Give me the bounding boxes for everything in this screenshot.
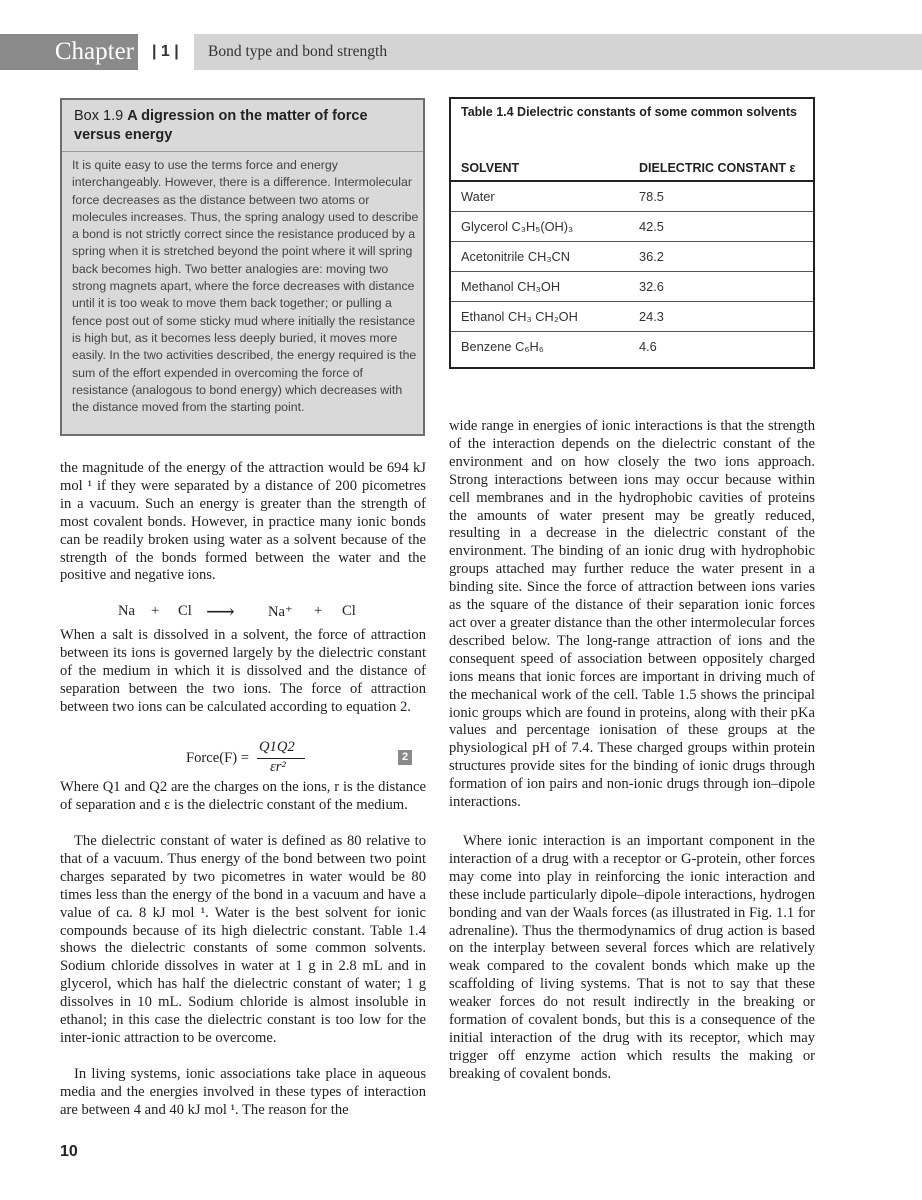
constant-cell: 78.5 xyxy=(639,189,664,204)
solvent-cell: Acetonitrile CH₃CN xyxy=(461,249,571,264)
equation-denominator: εr² xyxy=(270,759,286,775)
table-row xyxy=(451,242,813,272)
constant-cell: 36.2 xyxy=(639,249,664,264)
table-row xyxy=(451,212,813,242)
left-paragraph-3: Where Q1 and Q2 are the charges on the ions, r is the distance of separation and ε is the dielectric constant of the medium. xyxy=(60,779,426,813)
box-divider xyxy=(62,151,423,152)
table-row xyxy=(451,332,813,361)
reaction-plus: + xyxy=(314,603,323,619)
equation-numerator: Q1Q2 xyxy=(259,739,295,755)
column-header-dielectric-constant: DIELECTRIC CONSTANT ε xyxy=(639,161,796,175)
left-paragraph-2: When a salt is dissolved in a solvent, the force of attraction between its ions is governed largely by the dielectric constant of the medium in which it is dissolved and the distance of separation between the two ions. The force of attraction between two ions can be calculated according to equation 2. xyxy=(60,627,426,715)
box-label: Box 1.9 xyxy=(74,108,124,124)
reaction-sodium: Na xyxy=(118,603,136,619)
reaction-chloride: Cl xyxy=(342,603,356,619)
right-paragraph-2: Where ionic interaction is an important component in the interaction of a drug with a receptor or G-protein, other forces may come into play in reinforcing the ionic interaction and these include particularly dipole–dipole interactions, hydrogen bonding and van der Waals forces (as illustrated in Fig. 1.1 for adrenaline). Thus the thermodynamics of drug action is based on the interplay between several forces which are relatively weak compared to the covalent bonds which make up the scaffolding of living systems. That is not to say that these weaker forces do not result indirectly in the breaking or formation of covalent bonds, but this is a consequence of the initial interaction of the drug with its receptor, which may trigger off enzyme action which results the making or breaking of covalent bonds. xyxy=(449,833,815,1082)
table-title: Table 1.4 Dielectric constants of some common solvents xyxy=(461,105,797,119)
solvent-cell: Benzene C₆H₆ xyxy=(461,339,544,354)
box-1-9 xyxy=(60,98,425,436)
table-header-row xyxy=(451,156,813,182)
solvent-cell: Glycerol C₃H₅(OH)₃ xyxy=(461,219,574,234)
box-heading xyxy=(74,107,414,145)
solvent-cell: Methanol CH₃OH xyxy=(461,279,561,294)
table-row xyxy=(451,182,813,212)
box-body: It is quite easy to use the terms force and energy interchangeably. However, there is a difference. Intermolecular force decreases as the distance between two atoms or molecules increases. Thus, the spring analogy used to describe a bond is not strictly correct since the resistance produced by a spring when it is stretched beyond the point where it will spring back becomes high. Two better analogies are: moving two strong magnets apart, where the force decreases with distance until it is too weak to move them back together; or pulling a fence post out of some sticky mud where initially the resistance is high but, as it becomes less deeply buried, it moves more easily. In the two activities described, the energy required is the sum of the effort expended in overcoming the force of resistance (analogous to bond energy) which decreases with the distance moved from the starting point. xyxy=(72,158,419,415)
page-number: 10 xyxy=(60,1143,78,1160)
table-row xyxy=(451,302,813,332)
constant-cell: 32.6 xyxy=(639,279,664,294)
force-equation xyxy=(186,739,426,779)
constant-cell: 24.3 xyxy=(639,309,664,324)
reaction-chlorine: Cl xyxy=(178,603,192,619)
solvent-cell: Ethanol CH₃ CH₂OH xyxy=(461,309,578,324)
running-title: Bond type and bond strength xyxy=(208,43,388,60)
table-row xyxy=(451,272,813,302)
left-paragraph-4: The dielectric constant of water is defined as 80 relative to that of a vacuum. Thus energy of the bond between two point charges separated by two picometres in water would be 80 times less than the energy of the bond in a vacuum and have a value of ca. 8 kJ mol ¹. Water is the best solvent for ionic compounds because of its high dielectric constant. Table 1.4 shows the dielectric constants of some common solvents. Sodium chloride dissolves in water at 1 g in 2.8 mL and in glycerol, which has half the dielectric constant of water; 1 g dissolves in 10 mL. Sodium chloride is almost insoluble in ethanol; in this case the dielectric constant is too low for the inter-ionic attraction to be overcome. xyxy=(60,833,426,1046)
constant-cell: 42.5 xyxy=(639,219,664,234)
chapter-number: | 1 | xyxy=(152,43,179,60)
equation-number-badge: 2 xyxy=(398,750,412,765)
column-header-solvent: SOLVENT xyxy=(461,161,520,175)
reaction-arrow: ⟶ xyxy=(206,601,235,623)
constant-cell: 4.6 xyxy=(639,339,657,354)
reaction-sodium-ion: Na⁺ xyxy=(268,604,293,620)
chapter-label: Chapter xyxy=(0,34,138,70)
table-1-4 xyxy=(449,97,815,369)
left-paragraph-5: In living systems, ionic associations take place in aqueous media and the energies involved in these types of interaction are between 4 and 40 kJ mol ¹. The reason for the xyxy=(60,1066,426,1118)
reaction-plus: + xyxy=(151,603,160,619)
left-paragraph-1: the magnitude of the energy of the attraction would be 694 kJ mol ¹ if they were separated by a distance of 200 picometres in a vacuum. Such an energy is greater than the strength of most covalent bonds. However, in practice many ionic bonds can be readily broken using water as a solvent because of the strength of the bonds formed between the water and the positive and negative ions. xyxy=(60,460,426,584)
equation-lhs: Force(F) = xyxy=(186,750,249,766)
solvent-cell: Water xyxy=(461,189,495,204)
box-title: A digression on the matter of force versus energy xyxy=(74,108,368,143)
right-paragraph-1: wide range in energies of ionic interactions is that the strength of the interaction depends on the dielectric constant of the environment and on how closely the two ions approach. Strong interactions between ions may occur because within cell membranes and in the hydrophobic cavities of proteins the amounts of water present may be greatly reduced, resulting in a decrease in the dielectric constant of the environment. The binding of an ionic drug with hydrophobic groups attached may further reduce the water present in a binding site. Since the force of attraction between ions varies as the square of the distance of their separation ionic forces act over a greater distance than the other intermolecular forces described below. The long-range attraction of ions and the consequent speed of association between oppositely charged ions means that ionic forces are important in driving much of the mechanical work of the cell. Table 1.5 shows the principal ionic groups which are found in proteins, along with their pKa values and percentage ionisation of these groups at the physiological pH of 7.4. These charged groups within protein structures provide sites for the binding of ionic drugs through formation of ion pairs and non-ionic drugs through ion–dipole interactions. xyxy=(449,418,815,811)
